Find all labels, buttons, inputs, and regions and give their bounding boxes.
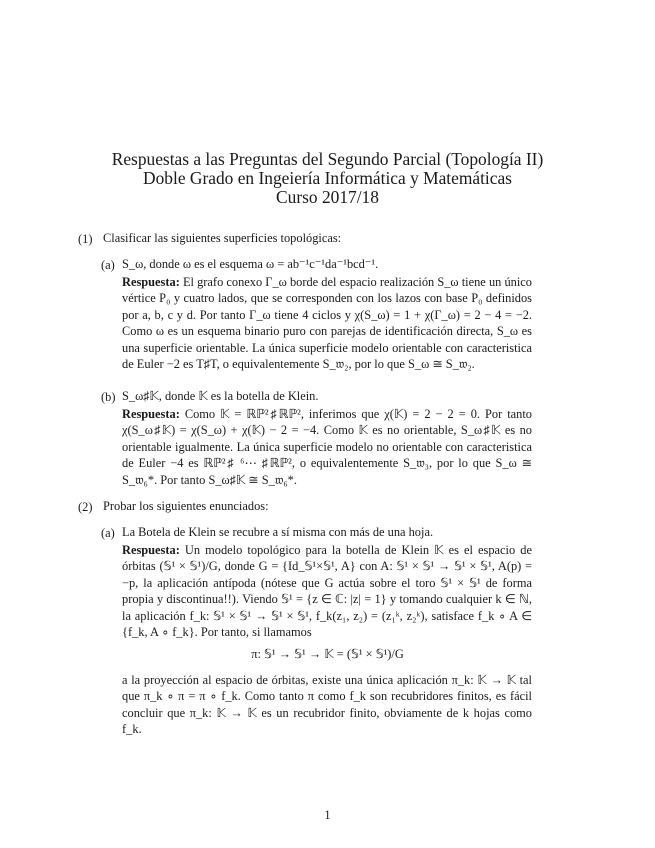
q1a-statement: S_ω, donde ω es el esquema ω = ab⁻¹c⁻¹da⁻¹bcd⁻¹. xyxy=(122,257,379,271)
header-title: Respuestas a las Preguntas del Segundo Parcial (Topología II) xyxy=(111,149,544,169)
q2-text: Probar los siguientes enunciados: xyxy=(103,499,269,513)
q1a-response-label: Respuesta: xyxy=(122,275,180,289)
page-number: 1 xyxy=(324,808,331,822)
q1b-response-label: Respuesta: xyxy=(122,407,180,421)
q1a-answer xyxy=(122,274,532,372)
q2a-response-text: Un modelo topológico para la botella de Klein 𝕂 es el espacio de órbitas (𝕊¹ × 𝕊¹)/G, donde G = {Id_𝕊¹×𝕊¹, A} con A: 𝕊¹ × 𝕊¹ → 𝕊¹ × 𝕊¹, A(p) = −p, la aplicación antípoda (nótese que G actúa sobre el toro 𝕊¹ × 𝕊¹ de forma propia y discontinua!!). Viendo 𝕊¹ = {z ∈ ℂ: |z| = 1} y tomando cualquier k ∈ ℕ, la aplicación f_k: 𝕊¹ × 𝕊¹ → 𝕊¹ × 𝕊¹, f_k(z₁, z₂) = (z₁ᵏ, z₂ᵏ), satisface f_k ∘ A ∈ {f_k, A ∘ f_k}. Por tanto, si llamamos xyxy=(122,543,532,640)
q2a-statement: La Botela de Klein se recubre a sí misma con más de una hoja. xyxy=(122,525,434,539)
q1-text: Clasificar las siguientes superficies topológicas: xyxy=(103,231,342,245)
q1b-response-text: Como 𝕂 = ℝℙ²♯ℝℙ², inferimos que χ(𝕂) = 2 − 2 = 0. Por tanto χ(S_ω♯𝕂) = χ(S_ω) + χ(𝕂) − 2 = −4. Como 𝕂 es no orientable, S_ω♯𝕂 es no orientable igualmente. La única superficie modelo no orientable con caracteristica de Euler −4 es ℝℙ²♯ ⁶⋯ ♯ℝℙ², o equivalentemente S_𝔴₃, por lo que S_ω ≅ S_𝔴₆*. Por tanto S_ω♯𝕂 ≅ S_𝔴₆*. xyxy=(122,407,532,487)
q1-number: (1) xyxy=(78,232,93,246)
q2-number: (2) xyxy=(78,500,93,514)
header-course: Curso 2017/18 xyxy=(276,187,379,207)
q2a-response-label: Respuesta: xyxy=(122,543,180,557)
q2a-label: (a) xyxy=(101,526,115,540)
q2a-answer xyxy=(122,542,532,640)
q1a-response-text: El grafo conexo Γ_ω borde del espacio realización S_ω tiene un único vértice P₀ y cuatro lados, que se corresponden con los lazos con base P₀ definidos por a, b, c y d. Por tanto Γ_ω tiene 4 ciclos y χ(S_ω) = 1 + χ(Γ_ω) = 2 − 4 = −2. Como ω es un esquema binario puro con parejas de identificación directa, S_ω es una superficie orientable. La única superficie modelo orientable con caracteristica de Euler −2 es T♯T, o equivalentemente S_𝔴₂, por lo que S_ω ≅ S_𝔴₂. xyxy=(122,275,532,372)
document-header xyxy=(0,150,655,207)
q2a-answer-continued: a la proyección al espacio de órbitas, existe una única aplicación π_k: 𝕂 → 𝕂 tal que π_k ∘ π = π ∘ f_k. Como tanto π como f_k son recubridores finitos, es fácil concluir que π_k: 𝕂 → 𝕂 es un recubridor finito, obviamente de k hojas como f_k. xyxy=(122,673,532,737)
header-subtitle: Doble Grado en Ingeiería Informática y Matemáticas xyxy=(143,168,512,188)
q1b-answer xyxy=(122,406,532,488)
q1b-statement: S_ω♯𝕂, donde 𝕂 es la botella de Klein. xyxy=(122,389,319,403)
q1b-label: (b) xyxy=(101,390,116,404)
q1a-label: (a) xyxy=(101,258,115,272)
projection-formula: π: 𝕊¹ → 𝕊¹ → 𝕂 = (𝕊¹ × 𝕊¹)/G xyxy=(251,647,404,661)
